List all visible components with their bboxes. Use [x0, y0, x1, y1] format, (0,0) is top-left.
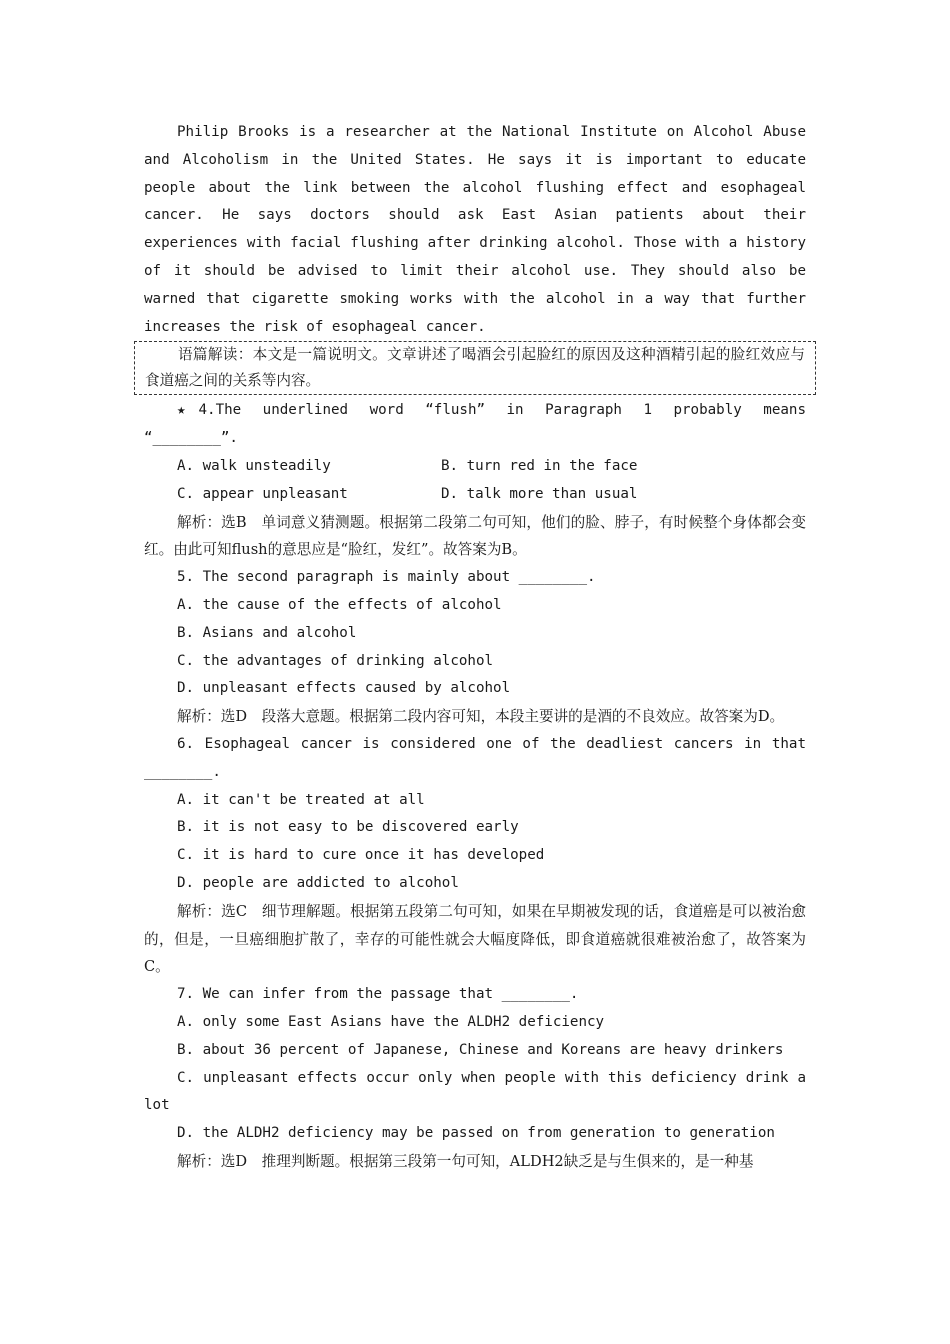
summary-text: 语篇解读：本文是一篇说明文。文章讲述了喝酒会引起脸红的原因及这种酒精引起的脸红效应与食道癌之间的关系等内容。 [145, 346, 805, 390]
question-4-stem: ★4.The underlined word “flush” in Paragraph 1 probably means [177, 402, 806, 419]
question-7-option-a: A. only some East Asians have the ALDH2 deficiency [177, 1013, 605, 1030]
question-7-analysis: 解析：选D 推理判断题。根据第三段第一句可知，ALDH2缺乏是与生俱来的，是一种基 [177, 1152, 754, 1170]
question-6-option-d: D. people are addicted to alcohol [177, 874, 459, 891]
question-6-option-b: B. it is not easy to be discovered early [177, 819, 519, 836]
question-6-analysis: 解析：选C 细节理解题。根据第五段第二句可知，如果在早期被发现的话，食道癌是可以被治愈的，但是，一旦癌细胞扩散了，幸存的可能性就会大幅度降低，即食道癌就很难被治愈了，故答案为C。 [144, 902, 806, 976]
question-7-option-d: D. the ALDH2 deficiency may be passed on from generation to generation [177, 1125, 775, 1142]
question-4 [144, 397, 806, 564]
question-5 [144, 564, 806, 731]
question-6-stem: 6. Esophageal cancer is considered one of the deadliest cancers in that ________. [144, 735, 806, 780]
question-4-option-d: D. talk more than usual [441, 485, 638, 502]
question-4-options-row-1 [144, 453, 806, 481]
question-5-analysis: 解析：选D 段落大意题。根据第二段内容可知，本段主要讲的是酒的不良效应。故答案为D。 [177, 708, 785, 726]
question-4-blank: “________”. [144, 430, 238, 447]
summary-box [134, 341, 816, 395]
question-6-option-c: C. it is hard to cure once it has developed [177, 847, 545, 864]
question-6-option-a: A. it can't be treated at all [177, 791, 425, 808]
question-4-options-row-2 [144, 481, 806, 509]
question-7-option-b: B. about 36 percent of Japanese, Chinese and Koreans are heavy drinkers [177, 1041, 784, 1058]
question-4-analysis: 解析：选B 单词意义猜测题。根据第二段第二句可知，他们的脸、脖子，有时候整个身体都会变红。由此可知flush的意思应是“脸红，发红”。故答案为B。 [144, 513, 806, 559]
question-5-option-c: C. the advantages of drinking alcohol [177, 652, 494, 669]
question-4-option-c: C. appear unpleasant [177, 485, 348, 502]
question-4-option-a: A. walk unsteadily [177, 457, 331, 474]
question-7 [144, 981, 806, 1176]
question-6 [144, 731, 806, 981]
question-5-stem: 5. The second paragraph is mainly about ________. [177, 569, 596, 586]
question-5-option-b: B. Asians and alcohol [177, 624, 357, 641]
question-5-option-d: D. unpleasant effects caused by alcohol [177, 680, 511, 697]
question-5-option-a: A. the cause of the effects of alcohol [177, 596, 502, 613]
question-4-option-b: B. turn red in the face [441, 457, 638, 474]
question-7-stem: 7. We can infer from the passage that ________. [177, 986, 579, 1003]
passage-paragraph: Philip Brooks is a researcher at the National Institute on Alcohol Abuse and Alcoholism in the United States. He says it is important to educate people about the link between the alcohol flushing effect and esophageal cancer. He says doctors should ask East Asian patients about their experiences with facial flushing after drinking alcohol. Those with a history of it should be advised to limit their alcohol use. They should also be warned that cigarette smoking works with the alcohol in a way that further increases the risk of esophageal cancer. [144, 124, 806, 335]
question-7-option-c: C. unpleasant effects occur only when people with this deficiency drink a lot [144, 1069, 806, 1114]
document-page [144, 119, 806, 1176]
